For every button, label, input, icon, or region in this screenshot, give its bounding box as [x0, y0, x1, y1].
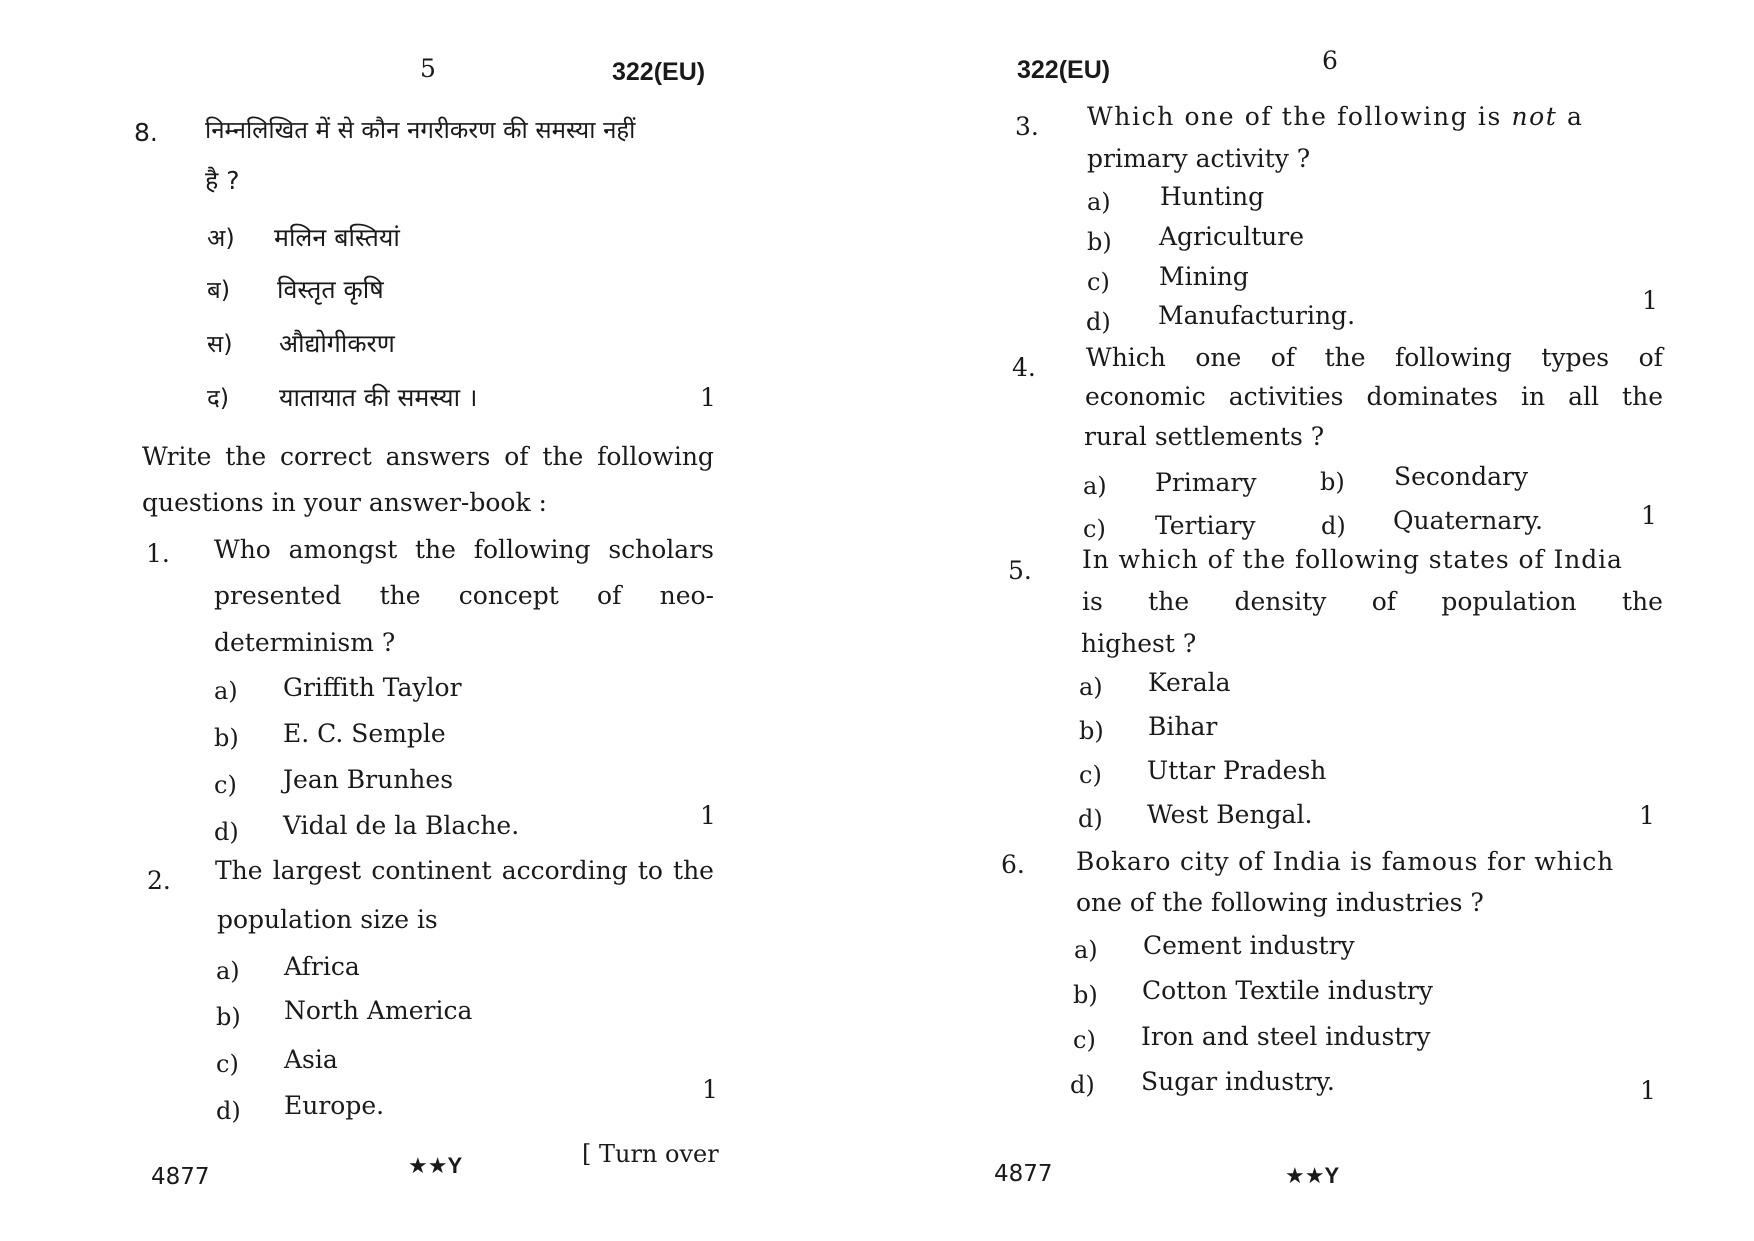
question-8-option-text: मलिन बस्तियां — [274, 223, 400, 252]
question-4-option-text: Secondary — [1394, 462, 1529, 491]
question-6-number: 6. — [1001, 850, 1025, 879]
question-8-option-text: यातायात की समस्या । — [279, 383, 478, 412]
footer-mark: ★★Y — [1285, 1163, 1340, 1188]
question-5-option-label: b) — [1079, 717, 1104, 745]
question-6-option-text: Sugar industry. — [1141, 1067, 1335, 1096]
question-8-number: 8. — [134, 118, 158, 147]
question-6-line-1: Bokaro city of India is famous for which — [1076, 847, 1614, 876]
question-5-option-text: Kerala — [1148, 668, 1231, 697]
turn-over-label: [ Turn over — [582, 1140, 719, 1168]
instruction-line-2: questions in your answer-book : — [142, 488, 547, 517]
question-1-option-label: c) — [214, 771, 237, 799]
question-3-line-2: primary activity ? — [1087, 144, 1311, 173]
question-3-option-label: a) — [1087, 188, 1111, 216]
question-3-number: 3. — [1015, 112, 1039, 141]
question-5-number: 5. — [1008, 556, 1032, 585]
question-1-line-2: presented the concept of neo- — [214, 581, 714, 610]
question-5-option-text: West Bengal. — [1147, 800, 1313, 829]
footer-code: 4877 — [994, 1161, 1053, 1187]
question-3-line-1: Which one of the following is not a — [1087, 102, 1584, 131]
question-4-number: 4. — [1012, 353, 1036, 382]
question-1-line-3: determinism ? — [214, 628, 396, 657]
question-5-option-text: Bihar — [1148, 712, 1218, 741]
question-6-option-label: b) — [1073, 981, 1098, 1009]
question-4-line-3: rural settlements ? — [1084, 422, 1325, 451]
question-6-option-label: d) — [1070, 1071, 1095, 1099]
question-3-option-label: d) — [1086, 308, 1111, 336]
paper-code: 322(EU) — [1017, 56, 1111, 84]
page-number: 6 — [1322, 46, 1338, 75]
question-8-option-text: औद्योगीकरण — [279, 329, 395, 358]
question-6-option-label: c) — [1073, 1026, 1096, 1054]
question-5-line-2: is the density of population the — [1082, 587, 1663, 616]
question-2-option-label: b) — [216, 1003, 241, 1031]
question-4-option-text: Tertiary — [1155, 511, 1256, 540]
question-6-marks: 1 — [1640, 1076, 1656, 1105]
question-6-option-text: Cement industry — [1143, 931, 1355, 960]
question-1-option-text: Jean Brunhes — [283, 765, 454, 794]
question-5-option-label: d) — [1078, 805, 1103, 833]
question-2-option-text: Asia — [284, 1045, 338, 1074]
question-2-option-label: a) — [216, 957, 240, 985]
question-1-option-label: b) — [214, 724, 239, 752]
question-5-line-3: highest ? — [1081, 629, 1197, 658]
question-6-option-text: Iron and steel industry — [1141, 1022, 1431, 1051]
question-2-option-text: Europe. — [284, 1091, 385, 1120]
right-page — [877, 0, 1754, 1241]
question-2-option-label: d) — [216, 1097, 241, 1125]
question-1-option-label: a) — [214, 677, 238, 705]
question-4-option-text: Quaternary. — [1393, 506, 1543, 535]
question-8-option-label: ब) — [207, 276, 231, 304]
question-1-option-label: d) — [214, 818, 239, 846]
question-2-option-text: Africa — [284, 952, 360, 981]
page-number: 5 — [420, 54, 436, 83]
question-4-option-label: c) — [1083, 515, 1106, 543]
question-4-option-label: d) — [1321, 512, 1346, 540]
question-3-marks: 1 — [1642, 286, 1658, 315]
question-1-marks: 1 — [700, 801, 716, 830]
question-3-option-label: c) — [1087, 268, 1110, 296]
question-1-option-text: Vidal de la Blache. — [283, 811, 520, 840]
question-5-line-1: In which of the following states of India — [1082, 545, 1623, 574]
question-2-option-label: c) — [216, 1050, 239, 1078]
question-4-option-label: a) — [1083, 472, 1107, 500]
question-6-line-2: one of the following industries ? — [1076, 888, 1484, 917]
question-4-line-1: Which one of the following types of — [1086, 343, 1663, 372]
question-5-option-text: Uttar Pradesh — [1147, 756, 1327, 785]
question-1-option-text: E. C. Semple — [283, 719, 446, 748]
footer-mark: ★★Y — [408, 1153, 463, 1178]
question-4-option-text: Primary — [1155, 468, 1257, 497]
question-3-option-text: Manufacturing. — [1158, 301, 1356, 330]
question-2-marks: 1 — [702, 1075, 718, 1104]
question-5-option-label: c) — [1079, 761, 1102, 789]
question-8-line-2: है ? — [205, 166, 240, 195]
instruction-line-1: Write the correct answers of the following — [142, 442, 714, 471]
question-2-line-1: The largest continent according to the — [215, 856, 714, 885]
question-2-option-text: North America — [284, 996, 473, 1025]
question-8-marks: 1 — [700, 383, 716, 412]
question-2-number: 2. — [147, 866, 171, 895]
question-1-line-1: Who amongst the following scholars — [214, 535, 714, 564]
question-1-number: 1. — [146, 539, 170, 568]
paper-code: 322(EU) — [612, 58, 706, 86]
question-1-option-text: Griffith Taylor — [283, 673, 462, 702]
question-3-option-text: Hunting — [1160, 182, 1265, 211]
question-3-option-label: b) — [1087, 228, 1112, 256]
question-4-marks: 1 — [1641, 501, 1657, 530]
question-6-option-text: Cotton Textile industry — [1142, 976, 1433, 1005]
question-6-option-label: a) — [1074, 936, 1098, 964]
question-3-option-text: Agriculture — [1159, 222, 1304, 251]
question-5-marks: 1 — [1639, 801, 1655, 830]
question-3-option-text: Mining — [1159, 262, 1249, 291]
question-8-option-label: स) — [207, 330, 233, 358]
question-2-line-2: population size is — [217, 905, 438, 934]
question-8-line-1: निम्नलिखित में से कौन नगरीकरण की समस्या नहीं — [205, 116, 636, 144]
question-4-option-label: b) — [1320, 468, 1345, 496]
question-8-option-label: द) — [207, 384, 230, 412]
question-5-option-label: a) — [1079, 673, 1103, 701]
footer-code: 4877 — [151, 1164, 210, 1190]
question-8-option-label: अ) — [207, 224, 235, 252]
question-8-option-text: विस्तृत कृषि — [277, 275, 384, 304]
question-4-line-2: economic activities dominates in all the — [1085, 382, 1663, 411]
